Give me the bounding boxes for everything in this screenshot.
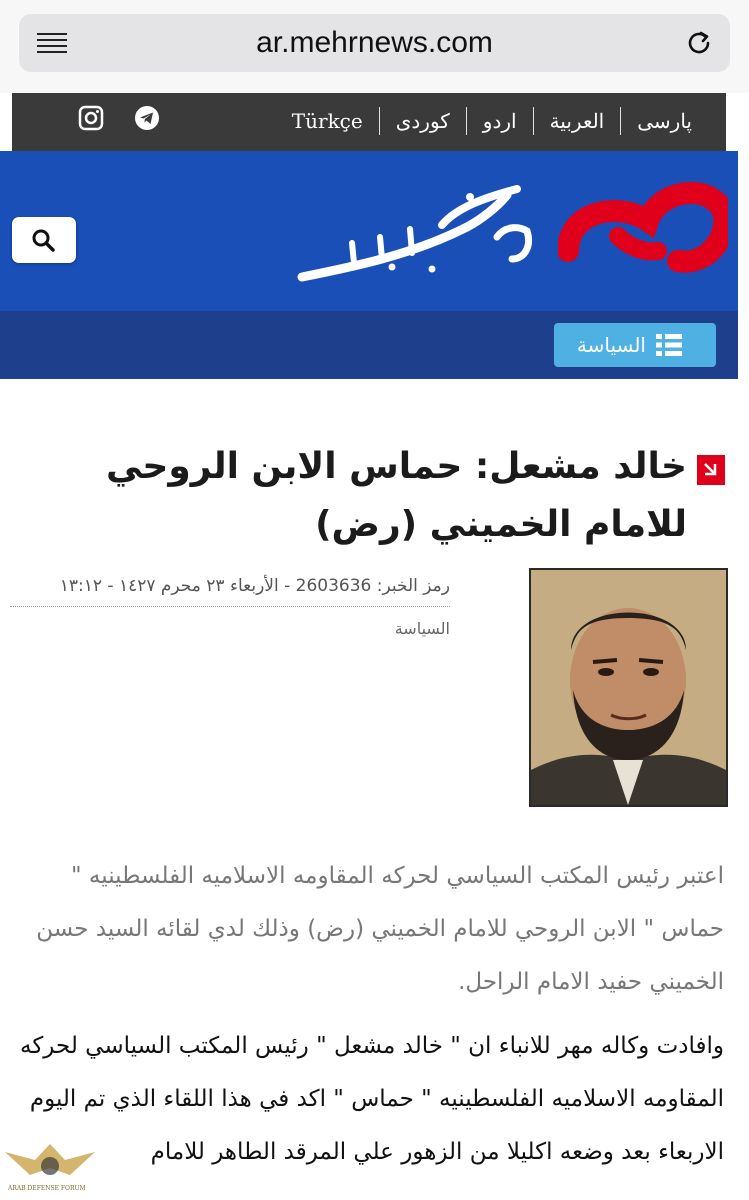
browser-toolbar [0,0,749,93]
language-list [276,107,708,135]
lang-divider [466,107,467,135]
lang-divider [533,107,534,135]
article-photo [529,568,728,807]
lang-divider [620,107,621,135]
lang-urdu[interactable]: اردو [482,109,517,133]
watermark-text: ARAB DEFENSE FORUM [8,1185,86,1192]
mehr-logo-mark[interactable] [558,181,728,281]
article-title: خالد مشعل: حماس الابن الروحي للامام الخميني (رض) [105,446,687,545]
reload-icon[interactable] [684,28,714,58]
lang-divider [379,107,380,135]
article-meta [10,576,450,638]
lang-arabic[interactable]: العربية [549,109,605,133]
list-icon [656,333,682,357]
category-button-label: السياسة [576,333,646,357]
category-nav [0,311,738,379]
title-marker-icon [697,455,725,485]
address-bar[interactable] [19,14,730,72]
url-text[interactable]: ar.mehrnews.com [256,26,493,59]
article-lead: اعتبر رئيس المكتب السياسي لحركه المقاومه الاسلاميه الفلسطينيه " حماس " الابن الروحي للامام الخميني (رض) وذلك لدي لقائه السيد حسن الخميني حفيد الامام الراحل. [36,863,724,995]
article-body: وافادت وكاله مهر للانباء ان " خالد مشعل " رئيس المكتب السياسي لحركه المقاومه الاسلاميه الفلسطينيه " حماس " اكد في هذا اللقاء الذي تم اليوم الاربعاء بعد وضعه اكليلا من الزهور علي المرقد الطاهر للامام [20,1033,724,1165]
lang-farsi[interactable]: پارسی [637,109,692,133]
category-button[interactable] [554,323,716,367]
mehr-logo-wordmark[interactable] [292,167,542,297]
telegram-icon[interactable] [134,105,160,131]
portrait-image [531,570,726,805]
news-code-date: رمز الخبر: 2603636 - الأربعاء ٢٣ محرم ١٤٢٧ - ١٣:١٢ [10,576,450,607]
search-button[interactable] [12,217,76,263]
lang-turkish[interactable]: Türkçe [291,109,363,133]
search-icon [31,228,57,254]
instagram-icon[interactable] [78,105,104,131]
language-bar [12,93,726,151]
article-category[interactable]: السياسة [394,619,450,638]
lang-kurdish[interactable]: کوردی [395,109,450,133]
